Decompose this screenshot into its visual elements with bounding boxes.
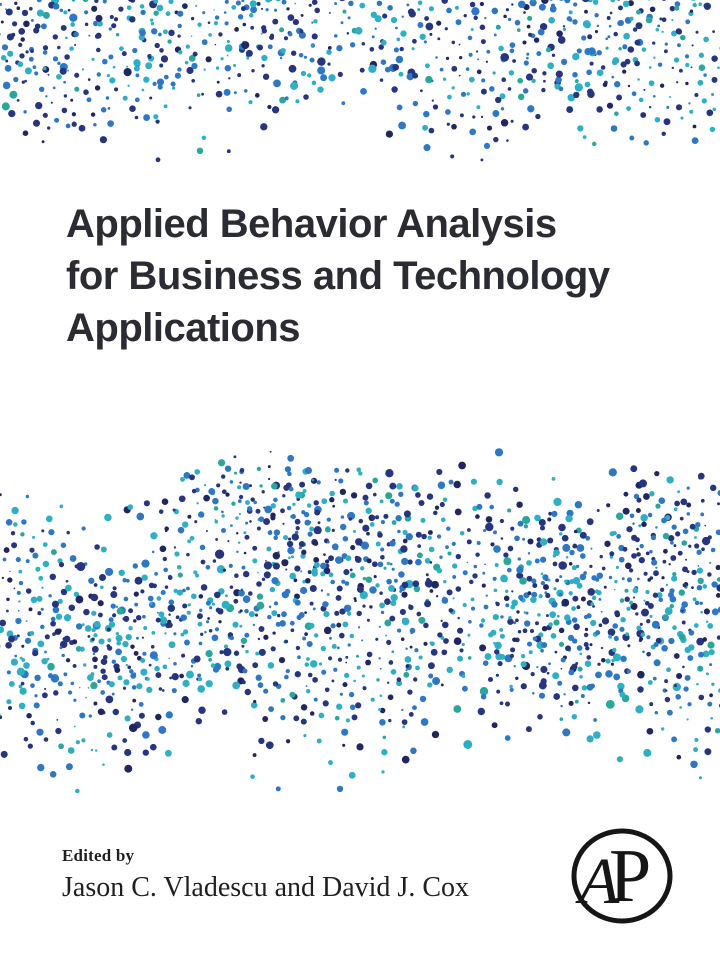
title-line-3: Applications <box>66 306 301 350</box>
editor-names: Jason C. Vladescu and David J. Cox <box>62 872 469 903</box>
book-title <box>66 198 610 354</box>
title-line-2: for Business and Technology <box>66 254 610 298</box>
logo-letter-p: P <box>609 834 652 918</box>
academic-press-logo <box>569 826 675 926</box>
logo-letter-a: A <box>579 845 620 918</box>
edited-by-label: Edited by <box>62 846 135 865</box>
title-line-1: Applied Behavior Analysis <box>66 202 557 246</box>
credits-block <box>62 846 469 904</box>
